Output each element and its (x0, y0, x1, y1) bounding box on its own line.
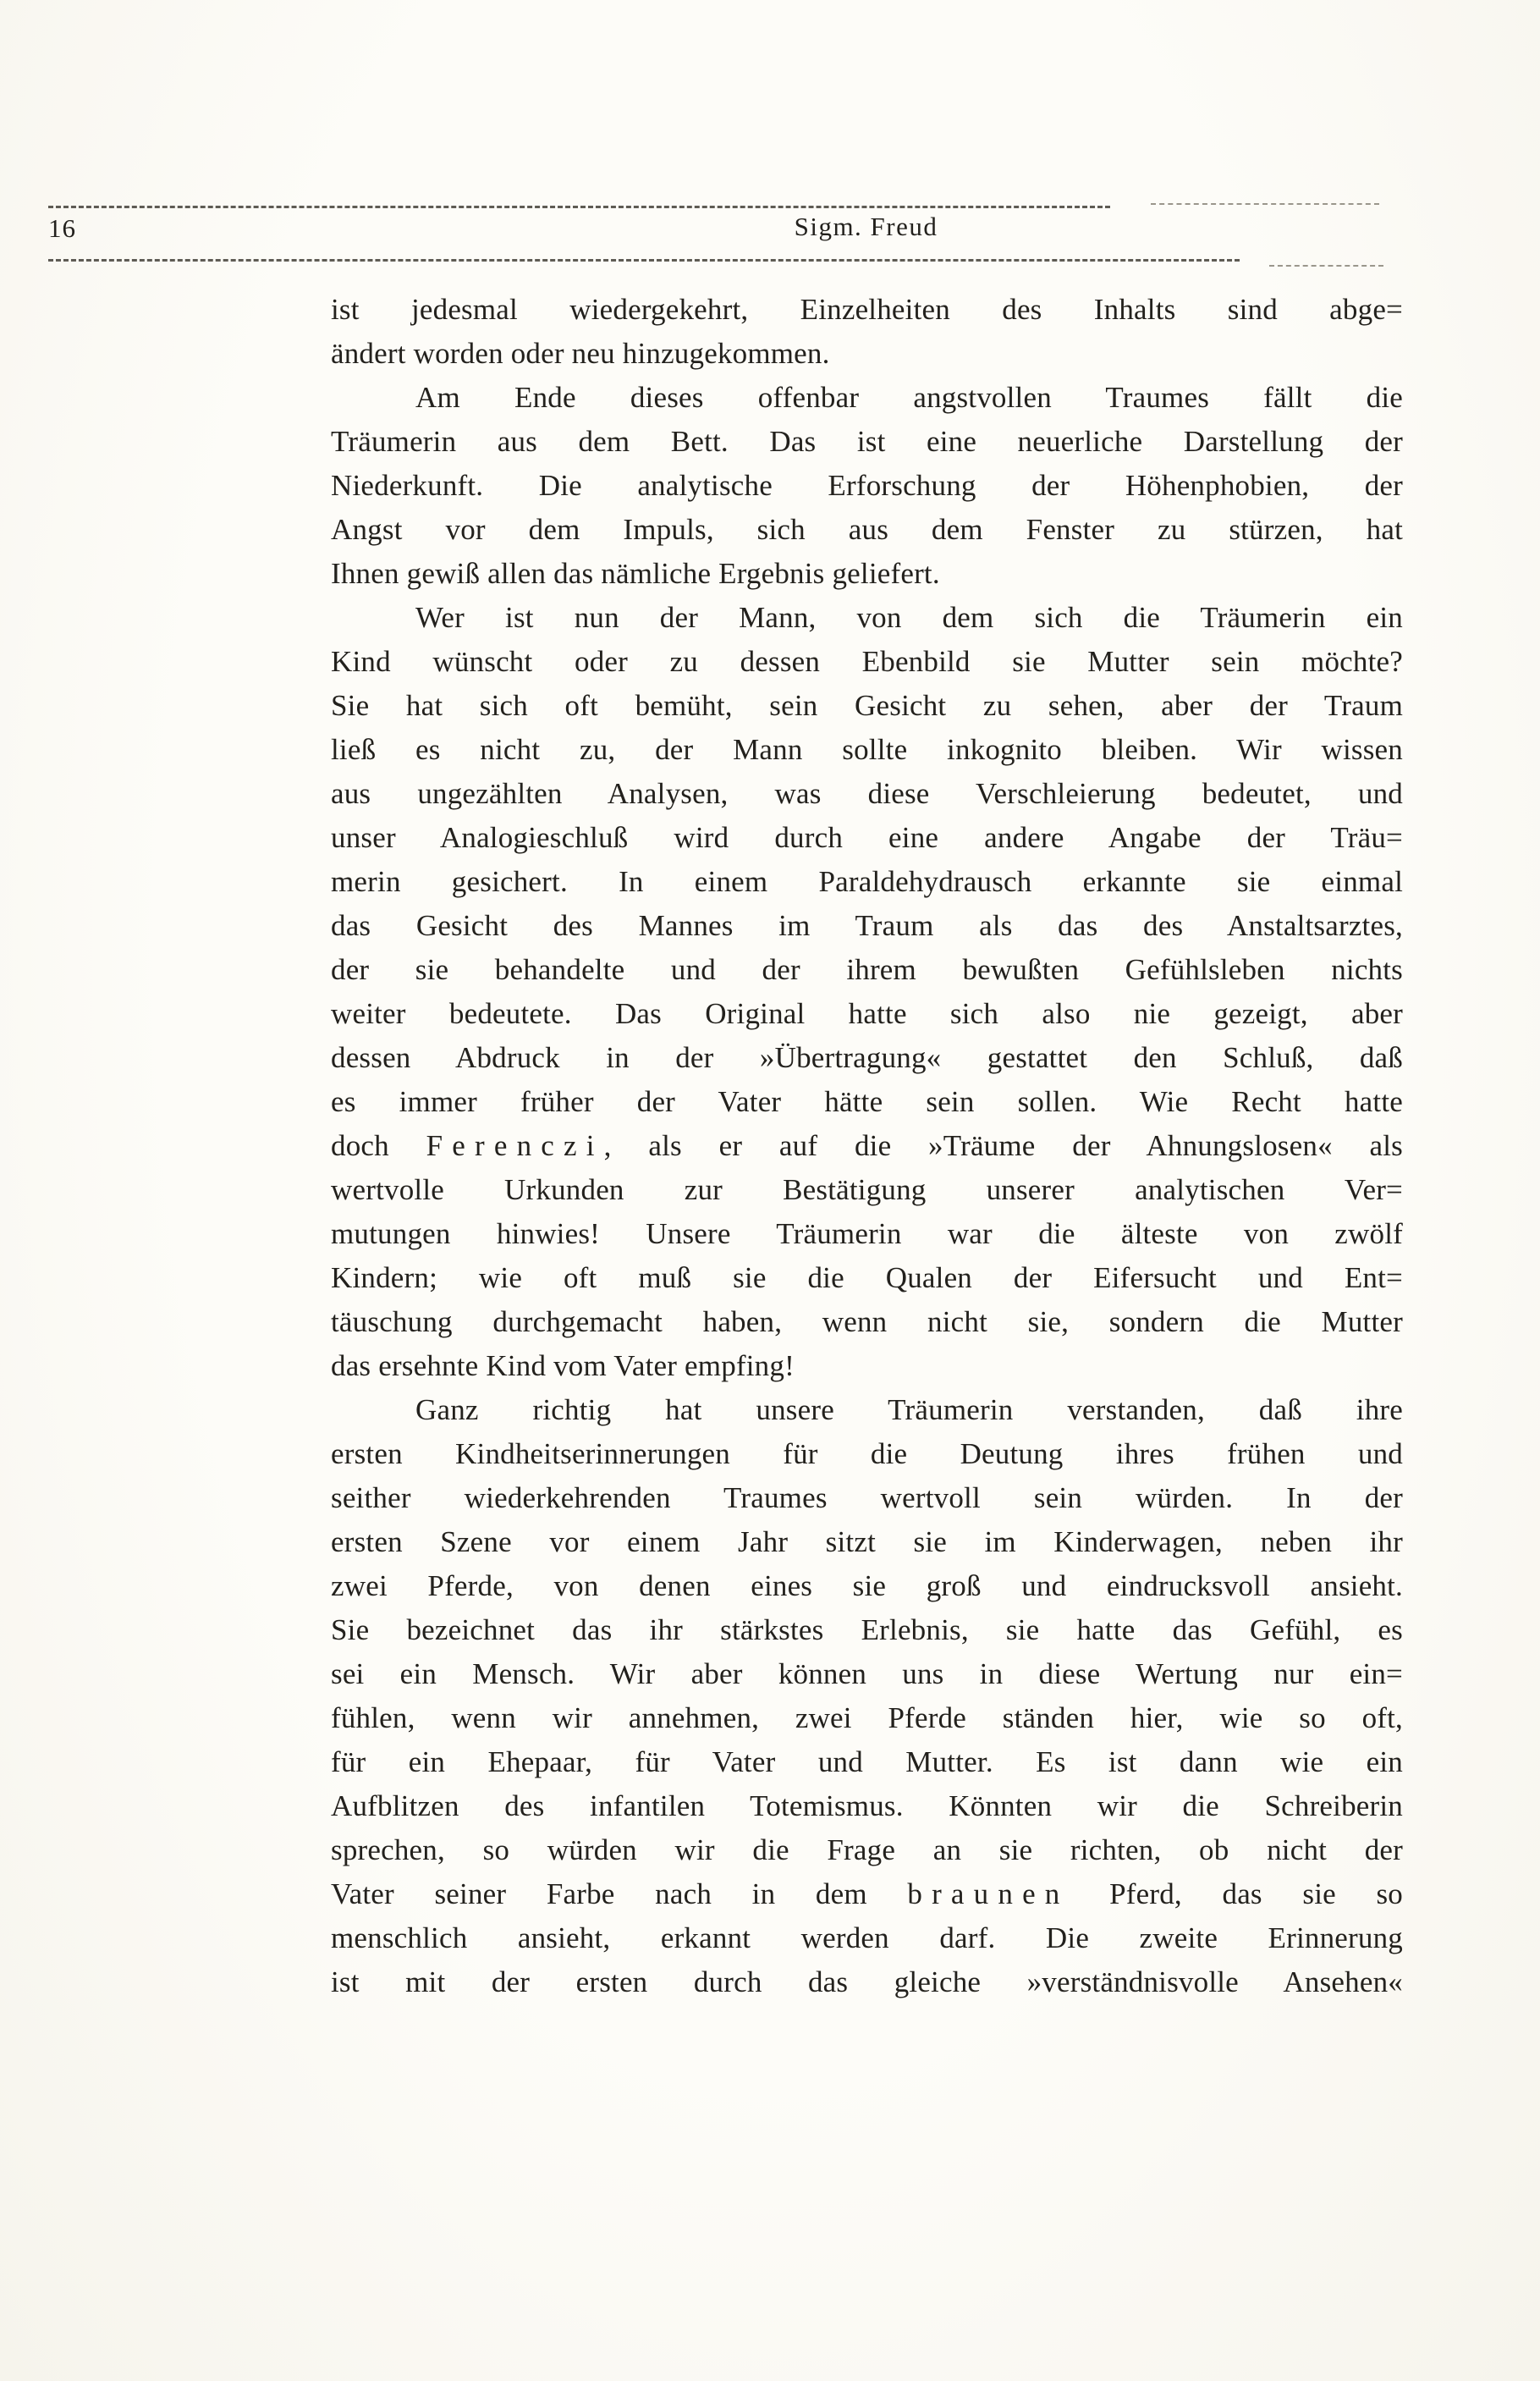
text-line: Kindern; wie oft muß sie die Qualen der Eifersucht und Ent= (331, 1261, 1403, 1294)
text-line: merin gesichert. In einem Paraldehydrausch erkannte sie einmal (331, 865, 1403, 898)
text-line: Aufblitzen des infantilen Totemismus. Könnten wir die Schreiberin (331, 1789, 1403, 1822)
text-body (331, 288, 1403, 2004)
header-rule-bottom (48, 259, 1240, 262)
text-line: ist mit der ersten durch das gleiche »verständnisvolle Ansehen« (331, 1965, 1403, 1998)
text-line: Niederkunft. Die analytische Erforschung der Höhenphobien, der (331, 469, 1403, 502)
text-line: wertvolle Urkunden zur Bestätigung unserer analytischen Ver= (331, 1173, 1403, 1206)
text-line: ließ es nicht zu, der Mann sollte inkognito bleiben. Wir wissen (331, 733, 1403, 766)
running-title: Sigm. Freud (794, 212, 938, 241)
text-line: sei ein Mensch. Wir aber können uns in diese Wertung nur ein= (331, 1657, 1403, 1690)
text-line: weiter bedeutete. Das Original hatte sich also nie gezeigt, aber (331, 997, 1403, 1030)
text-line: dessen Abdruck in der »Übertragung« gestattet den Schluß, daß (331, 1041, 1403, 1074)
text-line: Ganz richtig hat unsere Träumerin verstanden, daß ihre (415, 1393, 1403, 1426)
letter-spaced-word: Ferenczi (426, 1129, 604, 1162)
text-line: der sie behandelte und der ihrem bewußten Gefühlsleben nichts (331, 953, 1403, 986)
text-line: Am Ende dieses offenbar angstvollen Traumes fällt die (415, 381, 1403, 414)
text-line: Vater seiner Farbe nach in dem braunen Pferd, das sie so (331, 1877, 1403, 1910)
text-line: seither wiederkehrenden Traumes wertvoll sein würden. In der (331, 1481, 1403, 1514)
text-line: Sie hat sich oft bemüht, sein Gesicht zu sehen, aber der Traum (331, 689, 1403, 722)
text-line: Sie bezeichnet das ihr stärkstes Erlebnis, sie hatte das Gefühl, es (331, 1613, 1403, 1646)
text-line: das ersehnte Kind vom Vater empfing! (331, 1349, 795, 1382)
header-rule-top-fragment (1151, 203, 1379, 205)
text-line: aus ungezählten Analysen, was diese Verschleierung bedeutet, und (331, 777, 1403, 810)
text-line: ersten Szene vor einem Jahr sitzt sie im Kinderwagen, neben ihr (331, 1525, 1403, 1558)
text-line: doch Ferenczi, als er auf die »Träume der Ahnungslosen« als (331, 1129, 1403, 1162)
header-rule-bottom-fragment (1269, 265, 1383, 267)
text-line: Kind wünscht oder zu dessen Ebenbild sie Mutter sein möchte? (331, 645, 1403, 678)
text-line: Angst vor dem Impuls, sich aus dem Fenster zu stürzen, hat (331, 513, 1403, 546)
text-line: Träumerin aus dem Bett. Das ist eine neuerliche Darstellung der (331, 425, 1403, 458)
text-line: unser Analogieschluß wird durch eine andere Angabe der Träu= (331, 821, 1403, 854)
text-line: täuschung durchgemacht haben, wenn nicht sie, sondern die Mutter (331, 1305, 1403, 1338)
text-line: fühlen, wenn wir annehmen, zwei Pferde ständen hier, wie so oft, (331, 1701, 1403, 1734)
text-line: menschlich ansieht, erkannt werden darf. Die zweite Erinnerung (331, 1921, 1403, 1954)
text-line: zwei Pferde, von denen eines sie groß und eindrucksvoll ansieht. (331, 1569, 1403, 1602)
text-line: mutungen hinwies! Unsere Träumerin war die älteste von zwölf (331, 1217, 1403, 1250)
text-line: Wer ist nun der Mann, von dem sich die Träumerin ein (415, 601, 1403, 634)
text-line: ändert worden oder neu hinzugekommen. (331, 337, 830, 370)
text-line: ist jedesmal wiedergekehrt, Einzelheiten des Inhalts sind abge= (331, 293, 1403, 326)
text-line: sprechen, so würden wir die Frage an sie richten, ob nicht der (331, 1833, 1403, 1866)
text-line: für ein Ehepaar, für Vater und Mutter. Es ist dann wie ein (331, 1745, 1403, 1778)
page-number: 16 (48, 213, 76, 243)
text-line: das Gesicht des Mannes im Traum als das des Anstaltsarztes, (331, 909, 1403, 942)
text-line: Ihnen gewiß allen das nämliche Ergebnis geliefert. (331, 557, 940, 590)
text-line: ersten Kindheitserinnerungen für die Deutung ihres frühen und (331, 1437, 1403, 1470)
header-rule-top (48, 206, 1110, 208)
letter-spaced-word: braunen (907, 1877, 1070, 1910)
text-line: es immer früher der Vater hätte sein sollen. Wie Recht hatte (331, 1085, 1403, 1118)
